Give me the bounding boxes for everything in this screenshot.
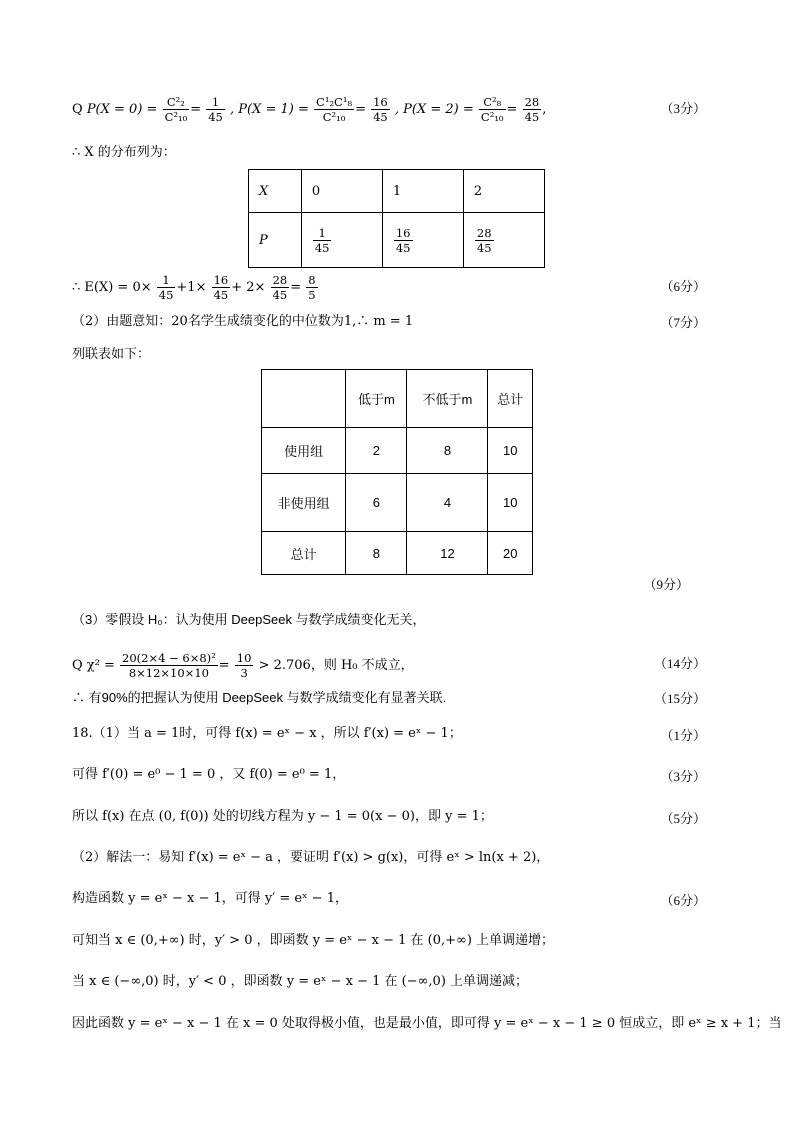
null-hypothesis-line: （3）零假设 H₀：认为使用 DeepSeek 与数学成绩变化无关， (72, 612, 426, 627)
score-3b: （3分） (660, 769, 706, 784)
contingency-table (261, 369, 533, 575)
increasing-line: 可知当 x ∈ (0,+∞) 时，y′ > 0 ，即函数 y = eˣ − x − 1 在 (0,+∞) 上单调递增； (72, 933, 555, 948)
px0-label: P(X = 0) = (86, 102, 158, 117)
frac-p0: $\frac{\text{C²₂}}{\text{C²₁₀}}$ (164, 95, 188, 124)
expectation-line: ∴ E(X) = 0× $\frac{1}{45}$ +1× $\frac{16}{45}$ + 2× $\frac{28}{45}$ = $\frac{8}{5}$ (72, 273, 316, 302)
minimum-line: 因此函数 y = eˣ − x − 1 在 x = 0 处取得极小值，也是最小值，即可得 y = eˣ − x − 1 ≥ 0 恒成立，即 eˣ ≥ x + 1；当 (72, 1016, 782, 1031)
frac-p1v: $\frac{16}{45}$ (373, 95, 388, 124)
method1-line: （2）解法一：易知 f′(x) = eˣ − a ，要证明 f′(x) > g(x)，可得 eˣ > ln(x + 2)， (72, 850, 550, 865)
table-row: 总计 8 12 20 (262, 532, 533, 575)
px2-label: , P(X = 2) = (394, 102, 474, 117)
tangent-line: 所以 f(x) 在点 (0, f(0)) 处的切线方程为 y − 1 = 0(x − 0)，即 y = 1； (72, 809, 493, 824)
decreasing-line: 当 x ∈ (−∞,0) 时，y′ < 0 ，即函数 y = eˣ − x − 1 在 (−∞,0) 上单调递减； (72, 974, 529, 989)
score-6: （6分） (660, 279, 706, 294)
table-row: 低于m 不低于m 总计 (262, 370, 533, 428)
table-row: 使用组 2 8 10 (262, 428, 533, 474)
frac-p2v: $\frac{28}{45}$ (524, 95, 540, 124)
table-row: P $\frac{1}{45}$ $\frac{16}{45}$ $\frac{28}{45}$ (249, 213, 545, 268)
derivative-value-line: 可得 f′(0) = e⁰ − 1 = 0 ，又 f(0) = e⁰ = 1， (72, 767, 346, 782)
score-15: （15分） (653, 691, 706, 706)
table-row: X 0 1 2 (249, 170, 545, 213)
conclusion-line: ∴ 有90%的把握认为使用 DeepSeek 与数学成绩变化有显著关联. (72, 690, 447, 705)
table-row: 非使用组 6 4 10 (262, 474, 533, 532)
probability-line: Q P(X = 0) = $\frac{\text{C²₂}}{\text{C²₁₀}}$ = $\frac{1}{45}$ , P(X = 1) = $\frac{\text{C¹₂C¹₈}}{\text{C²₁₀}}$ = $\frac{16}{45}$ , P(X = 2) = $\frac{\text{C²₈}}{\text{C²₁₀}}$ = $\frac{28}{45}$ , (72, 95, 547, 124)
therefore-symbol: Q (72, 102, 83, 117)
median-line: （2）由题意知：20名学生成绩变化的中位数为1,∴ m = 1 (72, 314, 414, 329)
contingency-heading: 列联表如下： (72, 347, 151, 362)
frac-p1: $\frac{\text{C¹₂C¹₈}}{\text{C²₁₀}}$ (316, 95, 353, 124)
construct-function-line: 构造函数 y = eˣ − x − 1，可得 y′ = eˣ − 1， (72, 891, 348, 906)
score-9: （9分） (643, 577, 689, 592)
score-1: （1分） (660, 728, 706, 743)
score-3: （3分） (660, 101, 706, 116)
chi-square-line: Q χ² = $\frac{\text{20(2×4 − 6×8)²}}{8\times 12\times 10\times 10}$ = $\frac{10}{3}$ > 2.706，则 H₀ 不成立， (72, 651, 414, 680)
score-7: （7分） (660, 315, 706, 330)
q18-part1-line: 18.（1）当 a = 1时，可得 f(x) = eˣ − x ，所以 f′(x) = eˣ − 1； (72, 726, 462, 741)
score-5: （5分） (660, 811, 706, 826)
score-14: （14分） (653, 656, 706, 671)
frac-p0v: $\frac{1}{45}$ (208, 95, 223, 124)
frac-p2: $\frac{\text{C²₈}}{\text{C²₁₀}}$ (480, 95, 504, 124)
px1-label: , P(X = 1) = (230, 102, 309, 117)
distribution-heading: ∴ X 的分布列为： (72, 145, 176, 160)
distribution-table (248, 169, 545, 268)
score-6b: （6分） (660, 893, 706, 908)
